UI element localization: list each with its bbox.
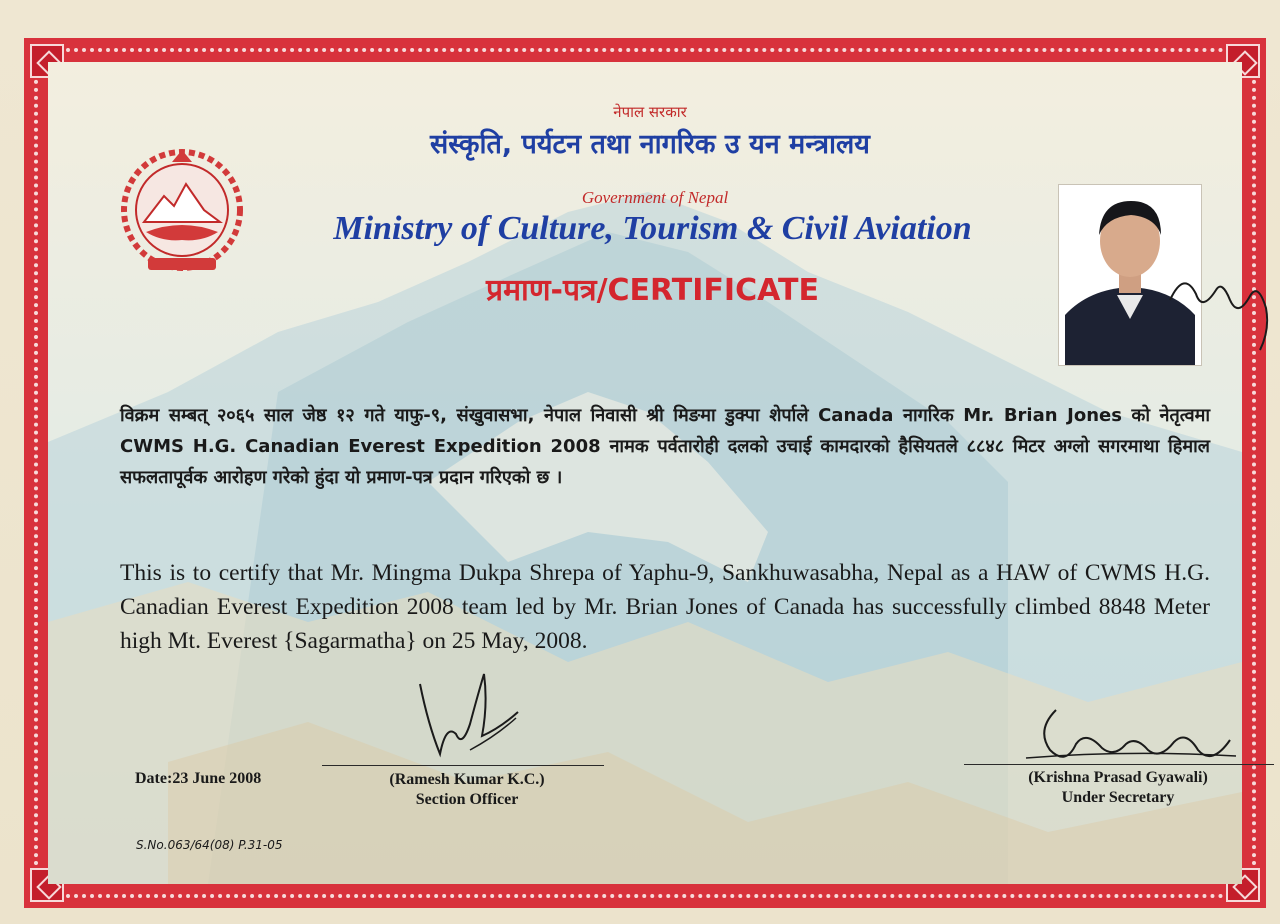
right-signatory: [990, 768, 1246, 808]
right-signatory-title: Under Secretary: [1061, 789, 1175, 806]
certificate-text-english: This is to certify that Mr. Mingma Dukpa Shrepa of Yaphu-9, Sankhuwasabha, Nepal as a HAW of CWMS H.G. Canadian Everest Expedition 2008 team led by Mr. Brian Jones of Canada has successfully climbed 8848 Meter high Mt. Everest {Sagarmatha} on 25 May, 2008.: [120, 560, 1210, 654]
certificate-title: प्रमाण-पत्र/CERTIFICATE: [486, 273, 819, 308]
right-signature-line: [964, 764, 1274, 765]
left-signatory: [322, 770, 612, 810]
issue-date: Date:23 June 2008: [135, 770, 262, 787]
government-name-english: Government of Nepal: [581, 188, 729, 207]
serial-number: S.No.063/64(08) P.31-05: [136, 838, 283, 852]
certificate-text-nepali: विक्रम सम्बत् २०६५ साल जेष्ठ १२ गते याफु-९, संखुवासभा, नेपाल निवासी श्री मिङमा डुक्पा शेर्पाले Canada नागरिक Mr. Brian Jones को नेतृत्वमा CWMS H.G. Canadian Everest Expedition 2008 नामक पर्वतारोही दलको उचाई कामदारको हैसियतले ८८४८ मिटर अग्लो सगरमाथा हिमाल सफलतापूर्वक आरोहण गरेको हुंदा यो प्रमाण-पत्र प्रदान गरिएको छ ।: [120, 405, 1210, 488]
left-signatory-title: Section Officer: [415, 791, 519, 808]
ministry-name-english: Ministry of Culture, Tourism & Civil Aviation: [333, 210, 972, 247]
ministry-name-nepali: संस्कृति, पर्यटन तथा नागरिक उ यन मन्त्रालय: [430, 129, 870, 160]
recipient-signature: [1160, 260, 1278, 360]
right-signatory-name: (Krishna Prasad Gyawali): [1028, 769, 1208, 786]
government-name-nepali: नेपाल सरकार: [613, 103, 687, 121]
left-signatory-name: (Ramesh Kumar K.C.): [389, 771, 545, 788]
left-signature: [400, 664, 540, 764]
left-signature-line: [322, 765, 604, 766]
